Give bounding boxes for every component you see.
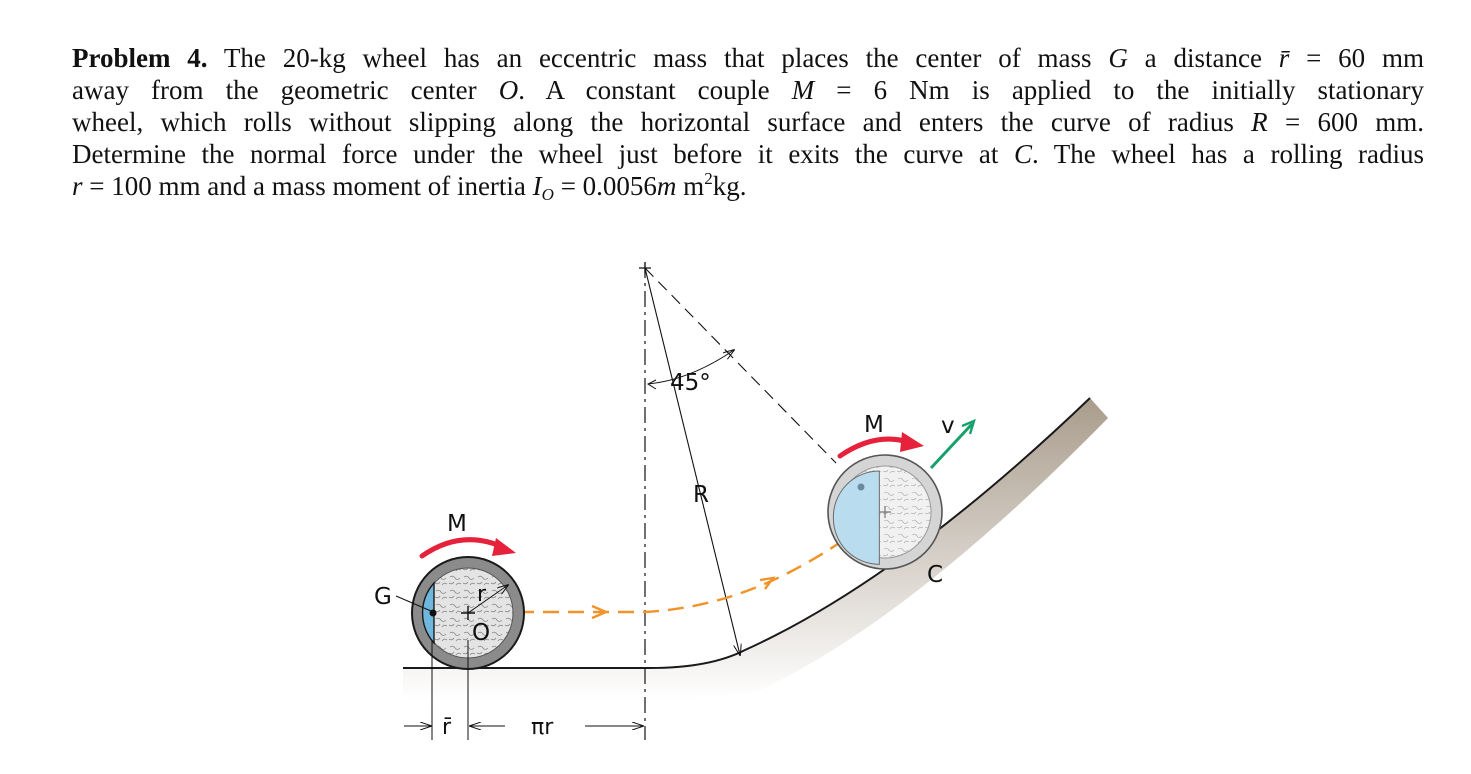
text: Determine the normal force under the wheel just before it exits the curve at xyxy=(72,139,999,169)
text: The 20-kg wheel has an eccentric mass that places the center of mass xyxy=(223,43,1092,73)
moment-arrowhead-start xyxy=(492,538,516,556)
center-of-mass-dot-end xyxy=(858,484,865,491)
var-I-subscript: O xyxy=(541,185,554,204)
label-v: v xyxy=(941,413,955,439)
label-angle: 45° xyxy=(670,370,711,396)
angle-arc-start-arrow xyxy=(648,380,656,389)
var-m: m xyxy=(656,171,677,201)
var-R: R xyxy=(1251,107,1268,137)
label-pir: πr xyxy=(531,715,554,740)
text: m xyxy=(683,171,705,201)
text: = 600 mm. xyxy=(1284,107,1424,137)
radius-45-line xyxy=(645,268,836,463)
label-G: G xyxy=(374,584,392,610)
var-r: r xyxy=(72,171,83,201)
text: . The wheel has a rolling radius xyxy=(1031,139,1424,169)
label-r: r xyxy=(477,582,487,607)
problem-title: Problem 4. xyxy=(72,43,208,73)
var-G: G xyxy=(1108,43,1128,73)
center-trajectory xyxy=(468,514,878,612)
text: = 60 mm xyxy=(1306,43,1425,73)
label-R: R xyxy=(693,482,709,508)
text: a distance xyxy=(1144,43,1262,73)
text: . A constant couple xyxy=(518,75,770,105)
text: = 0.0056 xyxy=(560,171,657,201)
label-M-end: M xyxy=(864,412,884,438)
moment-arrow-end xyxy=(840,439,908,456)
text: = 6 Nm is applied to the initially stationary xyxy=(836,75,1425,105)
var-I: I xyxy=(532,171,542,201)
label-rbar: r̄ xyxy=(442,715,452,740)
var-M: M xyxy=(791,75,815,105)
label-O: O xyxy=(472,620,491,646)
text: kg. xyxy=(712,171,747,201)
text: = 100 mm and a mass moment of inertia xyxy=(89,171,526,201)
var-rbar: r̄ xyxy=(1278,43,1290,73)
text: away from the geometric center xyxy=(72,75,477,105)
var-O: O xyxy=(498,75,519,105)
label-C: C xyxy=(927,562,944,588)
label-M-start: M xyxy=(447,511,467,537)
moment-arrowhead-end xyxy=(900,432,924,452)
var-C: C xyxy=(1013,139,1032,169)
text: wheel, which rolls without slipping along the horizontal surface and enters the curve of radius xyxy=(72,107,1234,137)
exponent: 2 xyxy=(704,169,713,188)
